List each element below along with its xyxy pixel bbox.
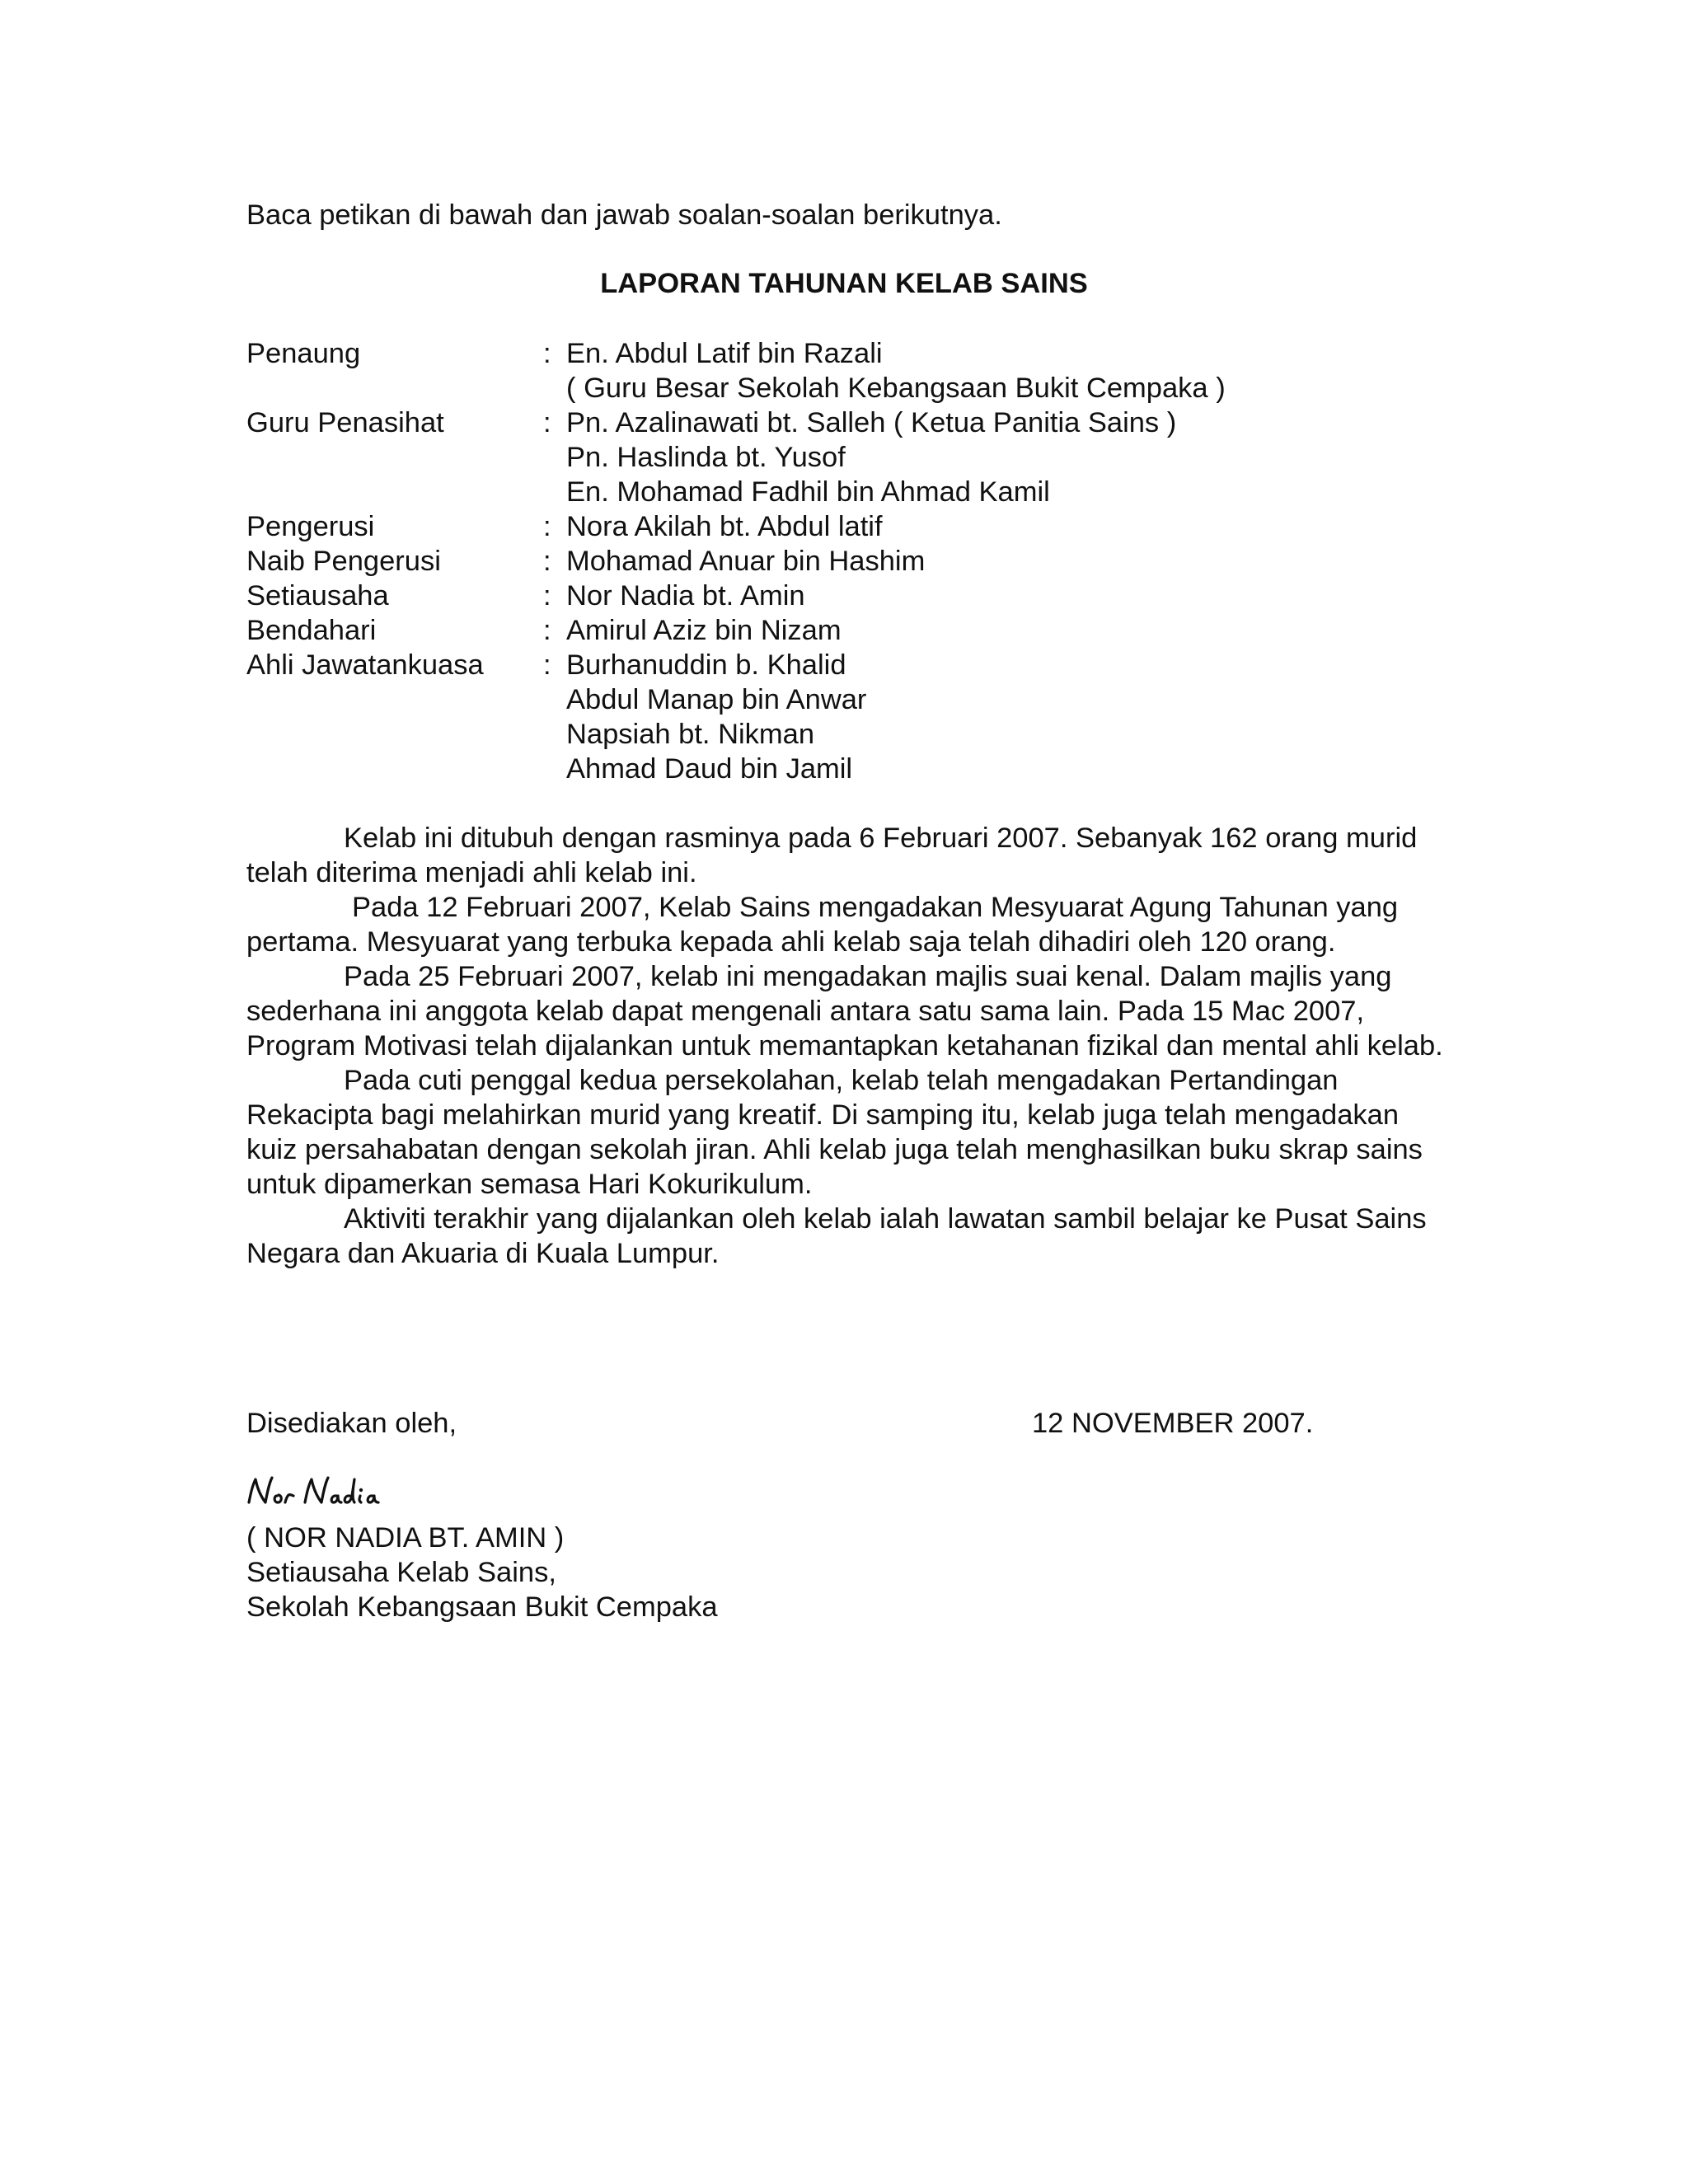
body-paragraph: Aktiviti terakhir yang dijalankan oleh kelab ialah lawatan sambil belajar ke Pusat Sains Negara dan Akuaria di Kuala Lumpur. [246, 1203, 1427, 1269]
committee-member: Amirul Aziz bin Nizam [566, 615, 842, 646]
committee-role: Naib Pengerusi [246, 546, 441, 577]
committee-member: En. Mohamad Fadhil bin Ahmad Kamil [566, 476, 1050, 508]
committee-role: Ahli Jawatankuasa [246, 649, 484, 681]
committee-colon [543, 752, 566, 786]
handwritten-signature [244, 1473, 409, 1514]
committee-member: Burhanuddin b. Khalid [566, 649, 846, 681]
committee-colon: : [543, 615, 551, 646]
committee-colon [543, 440, 566, 475]
signer-name: ( NOR NADIA BT. AMIN ) [246, 1522, 565, 1554]
committee-role [246, 717, 543, 752]
committee-role [246, 440, 543, 475]
body-paragraph: Kelab ini ditubuh dengan rasminya pada 6 Februari 2007. Sebanyak 162 orang murid telah diterima menjadi ahli kelab ini. [246, 823, 1418, 888]
committee-row [246, 475, 1483, 509]
committee-colon [543, 717, 566, 752]
committee-member: Pn. Haslinda bt. Yusof [566, 442, 846, 473]
report-body [246, 821, 1450, 1271]
signer-block [246, 1521, 718, 1624]
committee-colon [543, 371, 566, 405]
committee-row [246, 336, 1483, 371]
instruction-text: Baca petikan di bawah dan jawab soalan-soalan berikutnya. [246, 199, 1002, 231]
committee-colon: : [543, 338, 551, 369]
committee-member: Napsiah bt. Nikman [566, 719, 815, 750]
committee-member: Nora Akilah bt. Abdul latif [566, 511, 883, 542]
committee-role [246, 682, 543, 717]
committee-role: Guru Penasihat [246, 407, 444, 438]
committee-row [246, 613, 1483, 648]
committee-row [246, 544, 1483, 579]
committee-role: Penaung [246, 338, 361, 369]
committee-role: Bendahari [246, 615, 377, 646]
committee-row [246, 371, 1483, 405]
committee-colon [543, 682, 566, 717]
committee-member: En. Abdul Latif bin Razali [566, 338, 883, 369]
committee-row [246, 717, 1483, 752]
committee-role [246, 752, 543, 786]
committee-row [246, 509, 1483, 544]
committee-row [246, 405, 1483, 440]
committee-member: Mohamad Anuar bin Hashim [566, 546, 926, 577]
committee-role [246, 371, 543, 405]
committee-list [246, 336, 1483, 786]
committee-row [246, 752, 1483, 786]
signer-position: Setiausaha Kelab Sains, [246, 1557, 556, 1588]
committee-colon: : [543, 546, 551, 577]
committee-row [246, 648, 1483, 682]
committee-member: Nor Nadia bt. Amin [566, 580, 805, 612]
committee-colon [543, 475, 566, 509]
committee-role [246, 475, 543, 509]
committee-member: Abdul Manap bin Anwar [566, 684, 867, 715]
committee-colon: : [543, 580, 551, 612]
report-date: 12 NOVEMBER 2007. [1032, 1408, 1314, 1439]
committee-role: Pengerusi [246, 511, 375, 542]
body-paragraph: Pada 12 Februari 2007, Kelab Sains mengadakan Mesyuarat Agung Tahunan yang pertama. Mesyuarat yang terbuka kepada ahli kelab saja telah dihadiri oleh 120 orang. [246, 892, 1399, 958]
signer-school: Sekolah Kebangsaan Bukit Cempaka [246, 1591, 718, 1623]
prepared-by-label: Disediakan oleh, [246, 1408, 457, 1439]
committee-row [246, 579, 1483, 613]
report-title: LAPORAN TAHUNAN KELAB SAINS [600, 268, 1088, 299]
committee-colon: : [543, 649, 551, 681]
committee-colon: : [543, 511, 551, 542]
committee-role: Setiausaha [246, 580, 389, 612]
body-paragraph: Pada cuti penggal kedua persekolahan, kelab telah mengadakan Pertandingan Rekacipta bagi melahirkan murid yang kreatif. Di samping itu, kelab juga telah mengadakan kuiz persahabatan dengan sekolah jiran. Ahli kelab juga telah menghasilkan buku skrap sains untuk dipamerkan semasa Hari Kokurikulum. [246, 1065, 1423, 1200]
body-paragraph: Pada 25 Februari 2007, kelab ini mengadakan majlis suai kenal. Dalam majlis yang sederhana ini anggota kelab dapat mengenali antara satu sama lain. Pada 15 Mac 2007, Program Motivasi telah dijalankan untuk memantapkan ketahanan fizikal dan mental ahli kelab. [246, 961, 1443, 1062]
committee-member: Ahmad Daud bin Jamil [566, 753, 853, 785]
committee-row [246, 440, 1483, 475]
committee-colon: : [543, 407, 551, 438]
committee-row [246, 682, 1483, 717]
committee-member: ( Guru Besar Sekolah Kebangsaan Bukit Cempaka ) [566, 373, 1226, 404]
committee-member: Pn. Azalinawati bt. Salleh ( Ketua Panitia Sains ) [566, 407, 1177, 438]
